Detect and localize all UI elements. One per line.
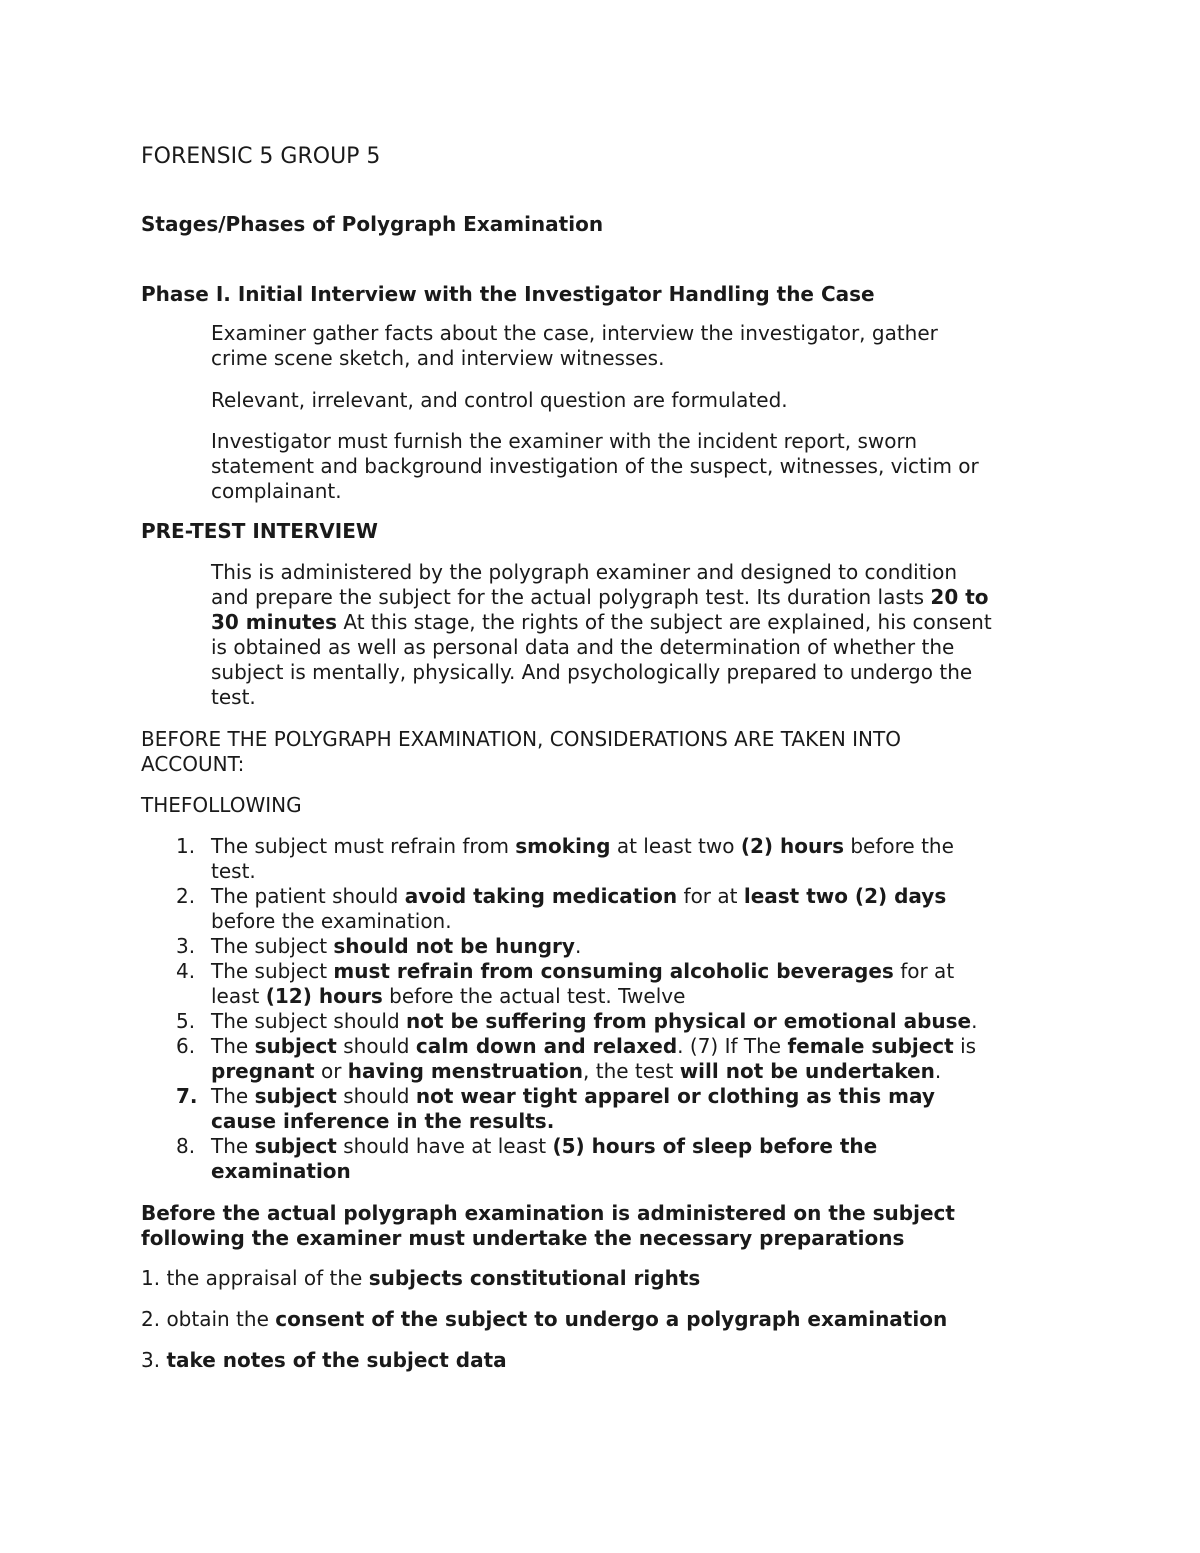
considerations-following: THEFOLLOWING — [141, 793, 302, 817]
list-item-2-line-1: The patient should avoid taking medication for at least two (2) days — [211, 884, 947, 908]
list-number-7: 7. — [176, 1084, 198, 1108]
phase1-paragraph-3-line-3: complainant. — [211, 479, 342, 503]
list-item-7-line-1: The subject should not wear tight apparel or clothing as this may — [211, 1084, 935, 1108]
pretest-line-3: 30 minutes At this stage, the rights of the subject are explained, his consent — [211, 610, 992, 634]
list-number-8: 8. — [176, 1134, 196, 1158]
list-number-1: 1. — [176, 834, 196, 858]
list-item-8-line-2: examination — [211, 1159, 351, 1183]
list-item-4-line-1: The subject must refrain from consuming alcoholic beverages for at — [211, 959, 955, 983]
list-item-6-line-1: The subject should calm down and relaxed. (7) If The female subject is — [211, 1034, 977, 1058]
list-item-2-line-2: before the examination. — [211, 909, 452, 933]
list-number-3: 3. — [176, 934, 196, 958]
pretest-heading: PRE-TEST INTERVIEW — [141, 519, 378, 543]
list-item-6-line-2: pregnant or having menstruation, the test will not be undertaken. — [211, 1059, 942, 1083]
considerations-line-1: BEFORE THE POLYGRAPH EXAMINATION, CONSIDERATIONS ARE TAKEN INTO — [141, 727, 901, 751]
list-item-7-line-2: cause inference in the results. — [211, 1109, 555, 1133]
pretest-line-5: subject is mentally, physically. And psychologically prepared to undergo the — [211, 660, 973, 684]
list-item-1-line-1: The subject must refrain from smoking at least two (2) hours before the — [211, 834, 954, 858]
phase1-paragraph-3-line-1: Investigator must furnish the examiner with the incident report, sworn — [211, 429, 918, 453]
prep-step-1: 1. the appraisal of the subjects constitutional rights — [141, 1266, 701, 1290]
list-number-5: 5. — [176, 1009, 196, 1033]
list-item-3: The subject should not be hungry. — [211, 934, 582, 958]
list-item-4-line-2: least (12) hours before the actual test. Twelve — [211, 984, 686, 1008]
list-item-8-line-1: The subject should have at least (5) hours of sleep before the — [211, 1134, 878, 1158]
prep-heading-line-1: Before the actual polygraph examination is administered on the subject — [141, 1201, 955, 1225]
phase1-paragraph-1-line-1: Examiner gather facts about the case, interview the investigator, gather — [211, 321, 938, 345]
pretest-line-1: This is administered by the polygraph examiner and designed to condition — [211, 560, 958, 584]
prep-step-3: 3. take notes of the subject data — [141, 1348, 507, 1372]
considerations-line-2: ACCOUNT: — [141, 752, 245, 776]
phase1-paragraph-1-line-2: crime scene sketch, and interview witnesses. — [211, 346, 665, 370]
list-number-2: 2. — [176, 884, 196, 908]
pretest-line-6: test. — [211, 685, 256, 709]
doc-title: FORENSIC 5 GROUP 5 — [141, 144, 381, 169]
pretest-line-2: and prepare the subject for the actual polygraph test. Its duration lasts 20 to — [211, 585, 989, 609]
pretest-line-4: is obtained as well as personal data and the determination of whether the — [211, 635, 955, 659]
doc-subtitle: Stages/Phases of Polygraph Examination — [141, 212, 604, 236]
list-item-1-line-2: test. — [211, 859, 256, 883]
phase1-heading: Phase I. Initial Interview with the Investigator Handling the Case — [141, 282, 875, 306]
prep-step-2: 2. obtain the consent of the subject to undergo a polygraph examination — [141, 1307, 948, 1331]
prep-heading-line-2: following the examiner must undertake the necessary preparations — [141, 1226, 905, 1250]
list-number-6: 6. — [176, 1034, 196, 1058]
phase1-paragraph-3-line-2: statement and background investigation of the suspect, witnesses, victim or — [211, 454, 979, 478]
list-item-5: The subject should not be suffering from physical or emotional abuse. — [211, 1009, 978, 1033]
phase1-paragraph-2: Relevant, irrelevant, and control question are formulated. — [211, 388, 788, 412]
list-number-4: 4. — [176, 959, 196, 983]
